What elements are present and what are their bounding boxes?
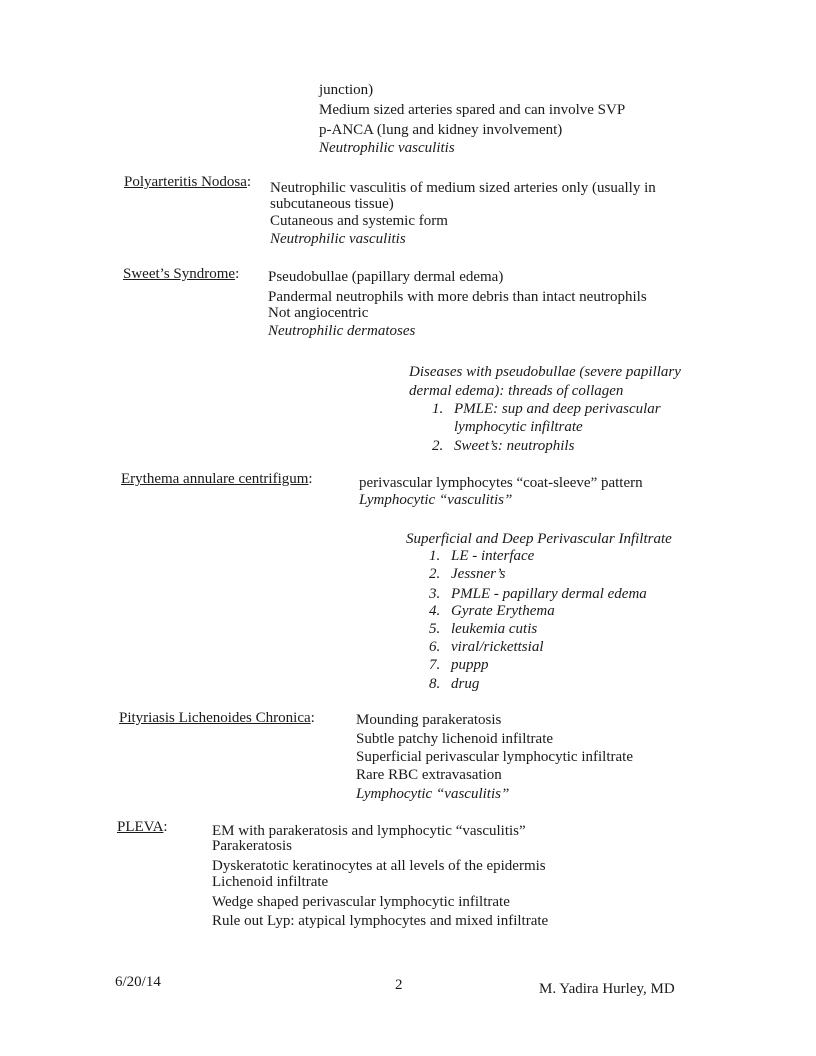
text-line: Rule out Lyp: atypical lymphocytes and mixed infiltrate [212, 913, 549, 929]
text-line: Superficial perivascular lymphocytic infiltrate [356, 749, 633, 765]
list-item: 1. LE - interface [429, 548, 535, 564]
note-title: Superficial and Deep Perivascular Infiltrate [406, 531, 672, 547]
text-line: perivascular lymphocytes “coat-sleeve” pattern [359, 475, 643, 491]
text-line: Mounding parakeratosis [356, 712, 502, 728]
list-item: 1. PMLE: sup and deep perivascular [432, 401, 661, 417]
text-line: Cutaneous and systemic form [270, 213, 448, 229]
text-line: Neutrophilic dermatoses [268, 323, 416, 339]
text-line: Pandermal neutrophils with more debris than intact neutrophils [268, 289, 647, 305]
text-line: Neutrophilic vasculitis [270, 231, 406, 247]
text-line: Parakeratosis [212, 838, 292, 854]
text-line: p-ANCA (lung and kidney involvement) [319, 122, 563, 138]
text-line: Subtle patchy lichenoid infiltrate [356, 731, 554, 747]
list-item: 7. puppp [429, 657, 489, 673]
text-line: Lichenoid infiltrate [212, 874, 329, 890]
text-line: Dyskeratotic keratinocytes at all levels of the epidermis [212, 858, 546, 874]
list-item: 6. viral/rickettsial [429, 639, 544, 655]
list-item: 5. leukemia cutis [429, 621, 538, 637]
text-line: subcutaneous tissue) [270, 196, 394, 212]
note-line: Diseases with pseudobullae (severe papillary [409, 364, 681, 380]
list-item: 2. Sweet’s: neutrophils [432, 438, 575, 454]
list-item: 8. drug [429, 676, 480, 692]
text-line: Neutrophilic vasculitis of medium sized arteries only (usually in [270, 180, 656, 196]
text-line: Neutrophilic vasculitis [319, 140, 455, 156]
section-heading: Pityriasis Lichenoides Chronica: [119, 710, 315, 726]
text-line: junction) [319, 82, 374, 98]
text-line: Medium sized arteries spared and can involve SVP [319, 102, 626, 118]
section-heading: Polyarteritis Nodosa: [124, 174, 252, 190]
footer-author: M. Yadira Hurley, MD [539, 981, 675, 997]
list-item: 3. PMLE - papillary dermal edema [429, 586, 647, 602]
list-item: 4. Gyrate Erythema [429, 603, 555, 619]
text-line: EM with parakeratosis and lymphocytic “vasculitis” [212, 823, 526, 839]
list-item: lymphocytic infiltrate [454, 419, 583, 435]
page-number: 2 [395, 977, 403, 993]
section-heading: Erythema annulare centrifigum: [121, 471, 313, 487]
text-line: Lymphocytic “vasculitis” [356, 786, 510, 802]
text-line: Not angiocentric [268, 305, 369, 321]
text-line: Wedge shaped perivascular lymphocytic infiltrate [212, 894, 510, 910]
note-line: dermal edema): threads of collagen [409, 383, 624, 399]
text-line: Pseudobullae (papillary dermal edema) [268, 269, 504, 285]
text-line: Rare RBC extravasation [356, 767, 502, 783]
footer-date: 6/20/14 [115, 974, 161, 990]
section-heading: Sweet’s Syndrome: [123, 266, 240, 282]
list-item: 2. Jessner’s [429, 566, 506, 582]
text-line: Lymphocytic “vasculitis” [359, 492, 513, 508]
section-heading: PLEVA: [117, 819, 168, 835]
